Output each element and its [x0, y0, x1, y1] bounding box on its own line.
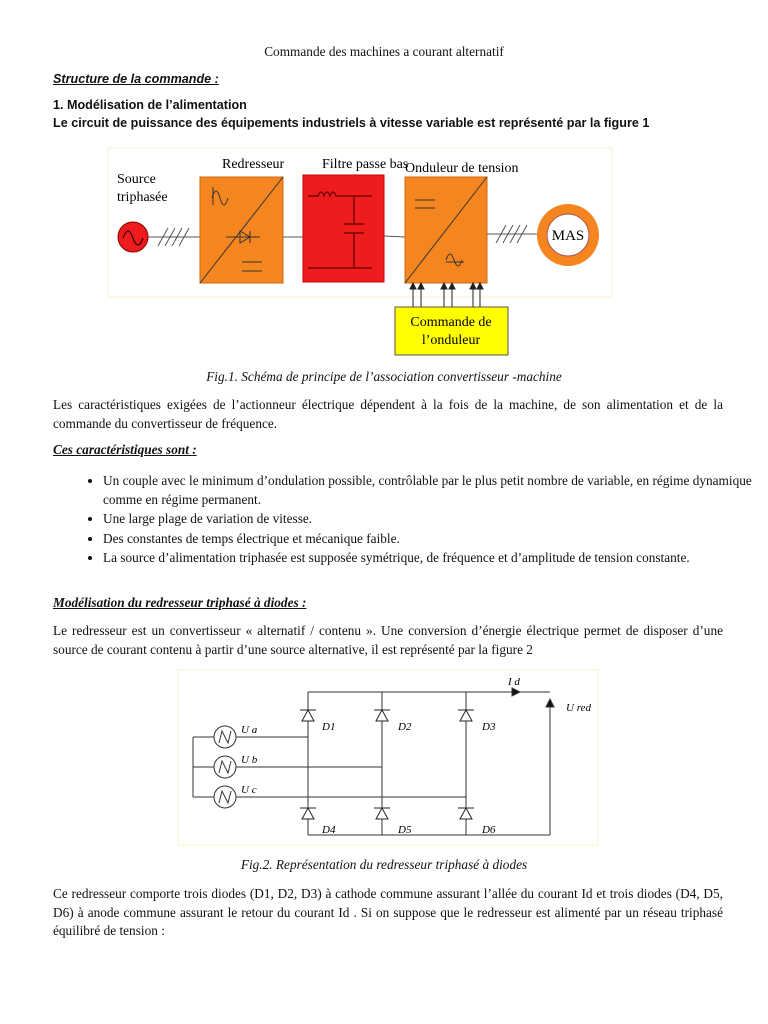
filtre-label: Filtre passe bas — [322, 157, 409, 172]
d2-label: D2 — [398, 721, 412, 733]
list-item: • Des constantes de temps électrique et mécanique faible. — [103, 530, 768, 549]
induction-machine-icon — [537, 204, 599, 266]
d1-label: D1 — [322, 721, 336, 733]
heading-modelisation: 1. Modélisation de l’alimentation — [53, 98, 247, 112]
rectifier-block — [200, 177, 283, 283]
figure-1-block-diagram — [100, 140, 680, 360]
intro-text: Le circuit de puissance des équipements industriels à vitesse variable est représenté par la figure 1 — [53, 116, 650, 130]
d4-label: D4 — [322, 824, 336, 836]
section-heading-caracteristiques: Ces caractéristiques sont : — [53, 442, 197, 457]
ac-source-icons — [214, 726, 236, 808]
paragraph-caracteristiques: Les caractéristiques exigées de l’actionneur électrique dépendent à la fois de la machine, de son alimentation et de la commande du convertisseur de fréquence. — [53, 397, 723, 431]
source-label-2: triphasée — [117, 190, 168, 205]
mas-label: MAS — [551, 228, 585, 244]
inverter-block — [405, 177, 487, 283]
inverter-control-block — [395, 307, 508, 355]
commande-label-1: Commande de — [410, 315, 492, 330]
ua-label: U a — [241, 724, 258, 736]
d3-label: D3 — [482, 721, 496, 733]
onduleur-label: Onduleur de tension — [405, 161, 519, 176]
caracteristiques-list — [53, 472, 768, 569]
ub-label: U b — [241, 754, 258, 766]
section-heading-redresseur: Modélisation du redresseur triphasé à diodes : — [53, 595, 307, 610]
ured-label: U red — [566, 702, 591, 714]
list-item: • La source d’alimentation triphasée est supposée symétrique, de fréquence et d’amplitude de tension constante. — [103, 549, 768, 568]
commande-label-2: l’onduleur — [421, 333, 481, 348]
figure-1-caption: Fig.1. Schéma de principe de l’association convertisseur -machine — [206, 369, 562, 384]
d6-label: D6 — [482, 824, 496, 836]
d5-label: D5 — [398, 824, 412, 836]
figure-2-rectifier-circuit — [170, 665, 610, 850]
figure-2-caption: Fig.2. Représentation du redresseur triphasé à diodes — [240, 857, 528, 872]
paragraph-redresseur: Le redresseur est un convertisseur « alternatif / contenu ». Une conversion d’énergie électrique permet de disposer d’une source de courant contenu à partir d’une source alternative, il est représenté par la figure 2 — [53, 623, 723, 657]
paragraph-diodes: Ce redresseur comporte trois diodes (D1, D2, D3) à cathode commune assurant l’allée du courant Id et trois diodes (D4, D5, D6) à anode commune assurant le retour du courant Id . Si on suppose que le redresseur est alimenté par un réseau triphasé équilibré de tension : — [53, 886, 723, 938]
list-item: • Une large plage de variation de vitesse. — [103, 510, 768, 529]
redresseur-label: Redresseur — [222, 157, 285, 172]
section-heading-structure: Structure de la commande : — [53, 72, 219, 86]
lowpass-filter-block — [303, 175, 384, 282]
uc-label: U c — [241, 784, 257, 796]
ac-source-icon — [118, 222, 148, 252]
source-label-1: Source — [117, 172, 156, 187]
id-label: I d — [508, 676, 520, 688]
document-title: Commande des machines a courant alternatif — [264, 44, 504, 59]
list-item: • Un couple avec le minimum d’ondulation possible, contrôlable par le plus petit nombre de variable, en régime dynamique comme en régime permanent. — [103, 472, 768, 509]
